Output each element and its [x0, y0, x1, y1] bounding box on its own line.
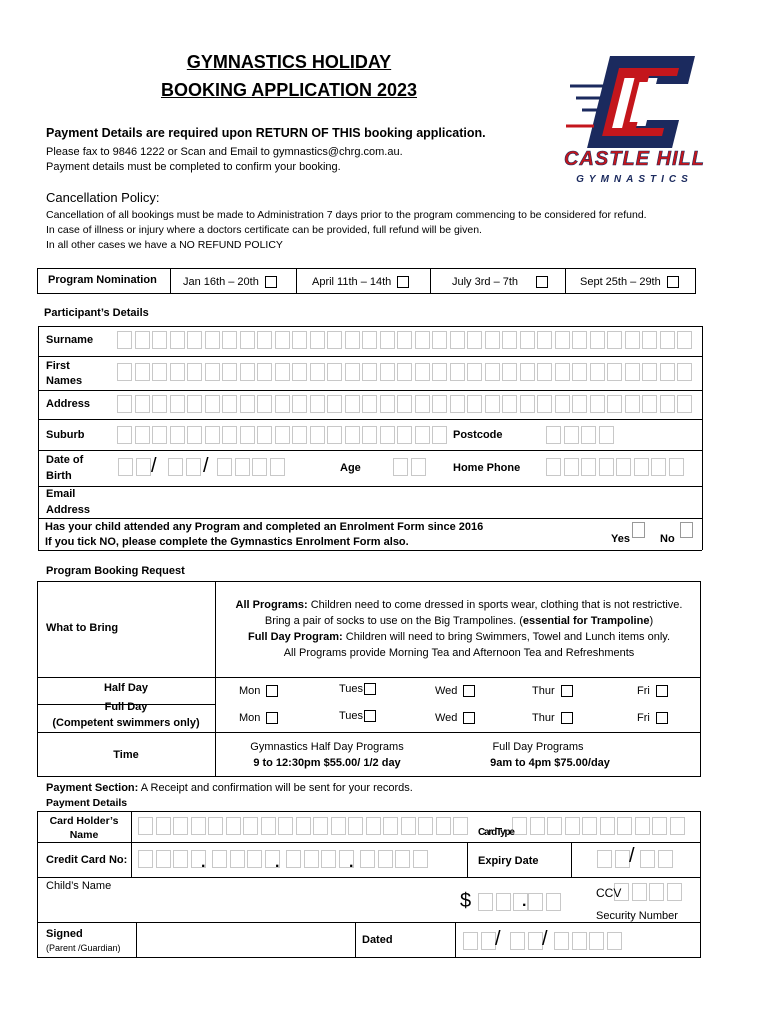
surname-box[interactable] — [292, 331, 307, 349]
full-day-wed[interactable]: Wed — [435, 712, 475, 724]
surname-box[interactable] — [642, 331, 657, 349]
address-box[interactable] — [555, 395, 570, 413]
dob-year-box[interactable] — [235, 458, 250, 476]
card-type-label: CardType — [478, 827, 514, 838]
surname-box[interactable] — [310, 331, 325, 349]
surname-box[interactable] — [187, 331, 202, 349]
nomination-jan[interactable]: Jan 16th – 20th — [183, 276, 277, 288]
age-label: Age — [340, 462, 361, 474]
address-box[interactable] — [205, 395, 220, 413]
surname-box[interactable] — [275, 331, 290, 349]
first-names-box[interactable] — [467, 363, 482, 381]
postcode-box[interactable] — [564, 426, 579, 444]
holder-label-1: Card Holder’s — [49, 815, 119, 827]
first-names-box[interactable] — [537, 363, 552, 381]
address-box[interactable] — [152, 395, 167, 413]
first-names-box[interactable] — [415, 363, 430, 381]
surname-box[interactable] — [590, 331, 605, 349]
full-price: 9am to 4pm $75.00/day — [490, 757, 610, 769]
payment-section: Payment Section: A Receipt and confirmation will be sent for your records. — [46, 782, 413, 794]
address-box[interactable] — [520, 395, 535, 413]
address-box[interactable] — [485, 395, 500, 413]
age-box[interactable] — [411, 458, 426, 476]
full-day-note: (Competent swimmers only) — [52, 717, 200, 729]
full-day-tues[interactable]: Tues — [339, 710, 376, 722]
half-prog: Gymnastics Half Day Programs — [250, 741, 404, 753]
home-phone-box[interactable] — [616, 458, 631, 476]
checkbox-jan[interactable] — [265, 276, 277, 288]
age-box[interactable] — [393, 458, 408, 476]
nomination-july[interactable]: July 3rd – 7th — [452, 276, 548, 288]
first-names-box[interactable] — [397, 363, 412, 381]
postcode-box[interactable] — [599, 426, 614, 444]
cancel-line-1: Cancellation of all bookings must be made to Administration 7 days prior to the program commencing to be considered for refund. — [46, 209, 647, 221]
what-line-3: Full Day Program: Children will need to bring Swimmers, Towel and Lunch items only. — [247, 631, 671, 643]
address-box[interactable] — [292, 395, 307, 413]
surname-box[interactable] — [520, 331, 535, 349]
half-day-label: Half Day — [103, 682, 149, 694]
full-day-fri[interactable]: Fri — [637, 712, 668, 724]
what-line-4: All Programs provide Morning Tea and Afternoon Tea and Refreshments — [283, 647, 635, 659]
participant-heading: Participant’s Details — [44, 307, 149, 319]
cancel-line-2: In case of illness or injury where a doctors certificate can be provided, full refund will be given. — [46, 224, 482, 236]
address-box[interactable] — [625, 395, 640, 413]
signed-label: Signed — [46, 928, 83, 940]
address-box[interactable] — [432, 395, 447, 413]
surname-box[interactable] — [380, 331, 395, 349]
surname-label: Surname — [46, 334, 94, 346]
surname-box[interactable] — [345, 331, 360, 349]
suburb-box[interactable] — [275, 426, 290, 444]
suburb-box[interactable] — [345, 426, 360, 444]
surname-box[interactable] — [362, 331, 377, 349]
home-phone-box[interactable] — [581, 458, 596, 476]
child-name-label: Child’s Name — [46, 880, 112, 892]
dob-month-box[interactable] — [186, 458, 201, 476]
surname-box[interactable] — [537, 331, 552, 349]
first-names-box[interactable] — [625, 363, 640, 381]
surname-box[interactable] — [555, 331, 570, 349]
address-box[interactable] — [275, 395, 290, 413]
first-names-box[interactable] — [642, 363, 657, 381]
holder-label-2: Name — [69, 829, 99, 841]
surname-box[interactable] — [485, 331, 500, 349]
address-box[interactable] — [537, 395, 552, 413]
address-box[interactable] — [135, 395, 150, 413]
address-box[interactable] — [415, 395, 430, 413]
suburb-box[interactable] — [135, 426, 150, 444]
first-names-box[interactable] — [240, 363, 255, 381]
title-line-1: GYMNASTICS HOLIDAY — [186, 52, 392, 72]
expiry-label: Expiry Date — [478, 855, 539, 867]
first-names-box[interactable] — [677, 363, 692, 381]
address-box[interactable] — [310, 395, 325, 413]
address-box[interactable] — [677, 395, 692, 413]
address-box[interactable] — [380, 395, 395, 413]
suburb-box[interactable] — [397, 426, 412, 444]
first-names-box[interactable] — [135, 363, 150, 381]
logo-sub: GYMNASTICS — [576, 174, 693, 185]
payment-details-label: Payment Details — [46, 797, 128, 809]
yes-checkbox[interactable] — [632, 522, 645, 538]
no-checkbox[interactable] — [680, 522, 693, 538]
surname-box[interactable] — [450, 331, 465, 349]
address-box[interactable] — [397, 395, 412, 413]
address-box[interactable] — [590, 395, 605, 413]
dated-label: Dated — [362, 934, 393, 946]
payment-required-heading: Payment Details are required upon RETURN OF THIS booking application. — [46, 126, 486, 140]
suburb-label: Suburb — [46, 429, 85, 441]
suburb-box[interactable] — [205, 426, 220, 444]
fax-line: Please fax to 9846 1222 or Scan and Email to gymnastics@chrg.com.au. — [46, 146, 403, 158]
what-to-bring-label: What to Bring — [46, 622, 119, 634]
first-names-box[interactable] — [345, 363, 360, 381]
home-phone-label: Home Phone — [453, 462, 521, 474]
first-names-box[interactable] — [607, 363, 622, 381]
signed-note: (Parent /Guardian) — [46, 943, 121, 953]
suburb-box[interactable] — [170, 426, 185, 444]
address-box[interactable] — [222, 395, 237, 413]
first-names-box[interactable] — [555, 363, 570, 381]
address-box[interactable] — [187, 395, 202, 413]
surname-box[interactable] — [572, 331, 587, 349]
first-names-box[interactable] — [450, 363, 465, 381]
full-day-label: Full Day — [104, 701, 148, 713]
first-names-box[interactable] — [432, 363, 447, 381]
suburb-box[interactable] — [292, 426, 307, 444]
nomination-april[interactable]: April 11th – 14th — [312, 276, 409, 288]
nomination-sept[interactable]: Sept 25th – 29th — [580, 276, 679, 288]
first-names-box[interactable] — [485, 363, 500, 381]
confirm-line: Payment details must be completed to confirm your booking. — [46, 161, 341, 173]
first-names-box[interactable] — [310, 363, 325, 381]
surname-box[interactable] — [677, 331, 692, 349]
postcode-box[interactable] — [581, 426, 596, 444]
first-names-box[interactable] — [327, 363, 342, 381]
dob-year-box[interactable] — [252, 458, 267, 476]
surname-box[interactable] — [607, 331, 622, 349]
address-box[interactable] — [450, 395, 465, 413]
address-box[interactable] — [362, 395, 377, 413]
what-line-2: Bring a pair of socks to use on the Big Trampolines. (essential for Trampoline) — [264, 615, 654, 627]
cancel-line-3: In all other cases we have a NO REFUND POLICY — [46, 239, 283, 251]
suburb-box[interactable] — [117, 426, 132, 444]
first-names-box[interactable] — [222, 363, 237, 381]
half-day-mon[interactable]: Mon — [239, 685, 278, 697]
surname-box[interactable] — [205, 331, 220, 349]
surname-box[interactable] — [502, 331, 517, 349]
first-names-box[interactable] — [660, 363, 675, 381]
address-label: Address — [46, 398, 91, 410]
address-box[interactable] — [467, 395, 482, 413]
half-day-thur[interactable]: Thur — [532, 685, 573, 697]
suburb-box[interactable] — [222, 426, 237, 444]
first-names-box[interactable] — [502, 363, 517, 381]
surname-box[interactable] — [625, 331, 640, 349]
first-names-box[interactable] — [572, 363, 587, 381]
first-names-box[interactable] — [380, 363, 395, 381]
surname-box[interactable] — [327, 331, 342, 349]
attended-line-1: Has your child attended any Program and completed an Enrolment Form since 2016 — [45, 521, 484, 533]
checkbox-sept[interactable] — [667, 276, 679, 288]
home-phone-box[interactable] — [634, 458, 649, 476]
surname-box[interactable] — [117, 331, 132, 349]
time-label: Time — [113, 749, 139, 761]
half-day-fri[interactable]: Fri — [637, 685, 668, 697]
surname-box[interactable] — [432, 331, 447, 349]
first-names-box[interactable] — [292, 363, 307, 381]
home-phone-box[interactable] — [546, 458, 561, 476]
dob-label-2: Birth — [46, 470, 72, 482]
address-box[interactable] — [572, 395, 587, 413]
address-box[interactable] — [240, 395, 255, 413]
dob-label-1: Date of — [46, 454, 84, 466]
first-names-box[interactable] — [205, 363, 220, 381]
first-names-box[interactable] — [170, 363, 185, 381]
dob-year-box[interactable] — [270, 458, 285, 476]
logo-name: CASTLE HILL — [564, 148, 705, 170]
surname-box[interactable] — [222, 331, 237, 349]
email-label-2: Address — [46, 504, 91, 516]
home-phone-box[interactable] — [599, 458, 614, 476]
checkbox-july[interactable] — [536, 276, 548, 288]
home-phone-box[interactable] — [669, 458, 684, 476]
home-phone-box[interactable] — [564, 458, 579, 476]
booking-heading: Program Booking Request — [46, 565, 185, 577]
email-label-1: Email — [46, 488, 76, 500]
address-box[interactable] — [170, 395, 185, 413]
suburb-box[interactable] — [432, 426, 447, 444]
first-names-box[interactable] — [187, 363, 202, 381]
suburb-box[interactable] — [257, 426, 272, 444]
attended-line-2: If you tick NO, please complete the Gymnastics Enrolment Form also. — [45, 536, 409, 548]
address-box[interactable] — [257, 395, 272, 413]
half-price: 9 to 12:30pm $55.00/ 1/2 day — [253, 757, 401, 769]
first-names-box[interactable] — [152, 363, 167, 381]
first-names-box[interactable] — [275, 363, 290, 381]
suburb-box[interactable] — [362, 426, 377, 444]
suburb-box[interactable] — [415, 426, 430, 444]
cancel-heading: Cancellation Policy: — [46, 190, 160, 205]
half-day-tues[interactable]: Tues — [339, 683, 376, 695]
surname-box[interactable] — [397, 331, 412, 349]
first-names-box[interactable] — [362, 363, 377, 381]
logo-c-icon — [552, 48, 717, 193]
full-day-mon[interactable]: Mon — [239, 712, 278, 724]
security-label: Security Number — [596, 910, 678, 922]
half-day-wed[interactable]: Wed — [435, 685, 475, 697]
suburb-box[interactable] — [240, 426, 255, 444]
dob-year-box[interactable] — [217, 458, 232, 476]
full-prog: Full Day Programs — [492, 741, 584, 753]
suburb-box[interactable] — [187, 426, 202, 444]
first-names-box[interactable] — [590, 363, 605, 381]
title-line-2: BOOKING APPLICATION 2023 — [160, 80, 418, 100]
surname-box[interactable] — [467, 331, 482, 349]
address-box[interactable] — [345, 395, 360, 413]
suburb-box[interactable] — [152, 426, 167, 444]
address-box[interactable] — [642, 395, 657, 413]
dob-day-box[interactable] — [118, 458, 133, 476]
what-line-1: All Programs: Children need to come dressed in sports wear, clothing that is not restrictive. — [235, 599, 683, 611]
first-names-box[interactable] — [257, 363, 272, 381]
surname-box[interactable] — [135, 331, 150, 349]
address-box[interactable] — [502, 395, 517, 413]
address-box[interactable] — [117, 395, 132, 413]
nomination-label: Program Nomination — [48, 274, 157, 286]
no-label: No — [660, 533, 675, 545]
castle-hill-logo — [552, 48, 717, 193]
credit-card-label: Credit Card No: — [46, 854, 128, 866]
first-names-label-2: Names — [46, 375, 83, 387]
surname-box[interactable] — [240, 331, 255, 349]
dob-month-box[interactable] — [168, 458, 183, 476]
first-names-box[interactable] — [117, 363, 132, 381]
address-box[interactable] — [327, 395, 342, 413]
checkbox-april[interactable] — [397, 276, 409, 288]
postcode-label: Postcode — [453, 429, 503, 441]
suburb-box[interactable] — [327, 426, 342, 444]
surname-box[interactable] — [170, 331, 185, 349]
dollar-sign: $ — [460, 890, 472, 912]
surname-box[interactable] — [152, 331, 167, 349]
first-names-label-1: First — [46, 360, 70, 372]
first-names-box[interactable] — [520, 363, 535, 381]
address-box[interactable] — [660, 395, 675, 413]
full-day-thur[interactable]: Thur — [532, 712, 573, 724]
suburb-box[interactable] — [380, 426, 395, 444]
postcode-box[interactable] — [546, 426, 561, 444]
surname-box[interactable] — [257, 331, 272, 349]
surname-box[interactable] — [660, 331, 675, 349]
surname-box[interactable] — [415, 331, 430, 349]
yes-label: Yes — [611, 533, 630, 545]
home-phone-box[interactable] — [651, 458, 666, 476]
suburb-box[interactable] — [310, 426, 325, 444]
dob-day-box[interactable] — [136, 458, 151, 476]
ccv-label: CCV — [596, 886, 622, 900]
address-box[interactable] — [607, 395, 622, 413]
